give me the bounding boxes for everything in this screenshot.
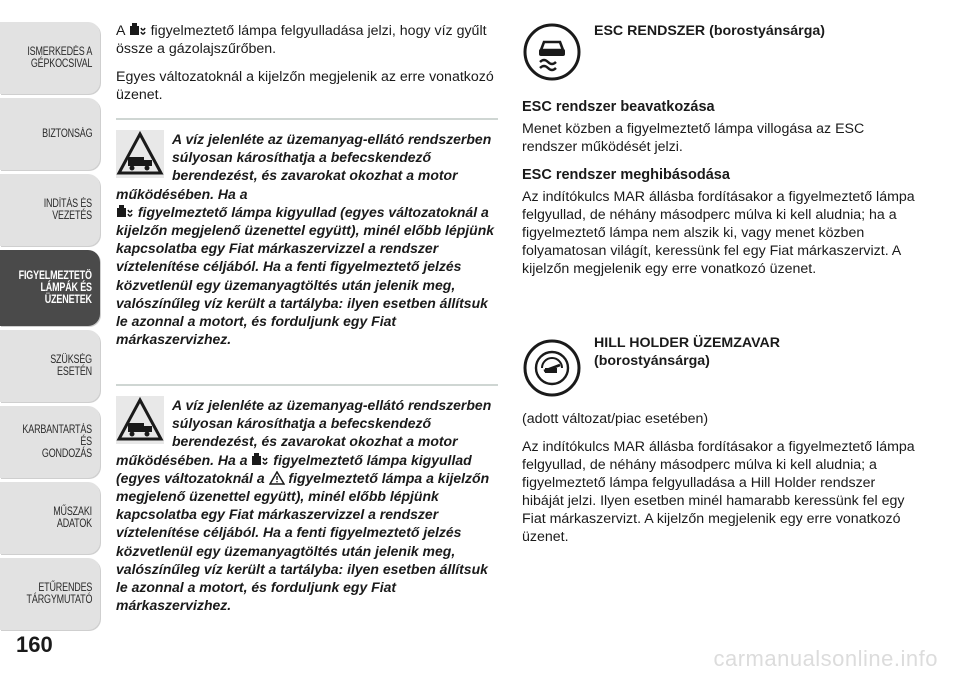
warning-box-1: A víz jelenléte az üzemanyag-ellátó rendszerben súlyosan károsíthatja a befecskendező berendezést, és zavarokat okozhat a motor működésében. Ha a figyelmeztető lámpa kigyullad (egyes változatoknál a kijelzőn megjelenő üzenettel együtt), minél előbb lépjünk kapcsolatba egy Fiat márkaszervizzel a rendszer víztelenítése céljából. Ha a fenti figyelmeztető jelzés közvetlenül egy üzemanyagtöltés után jelenik meg, valószínűleg víz került a tartályba: ilyen esetben állítsuk le azonnal a motort, és forduljunk egy Fiat márkaszervizhez. (116, 131, 495, 348)
general-warning-icon (269, 471, 285, 485)
tab-inditas[interactable]: INDÍTÁS ÉS VEZETÉS (0, 174, 100, 246)
esc-icon (522, 22, 582, 82)
divider (116, 384, 498, 386)
page-number: 160 (16, 632, 53, 657)
tab-szukseg[interactable]: SZÜKSÉG ESETÉN (0, 330, 100, 402)
esc-failure-heading: ESC rendszer meghibásodása (522, 167, 730, 183)
right-column-hill (522, 410, 917, 556)
warning-box-2: A víz jelenléte az üzemanyag-ellátó rendszerben súlyosan károsíthatja a befecskendező berendezést, és zavarokat okozhat a motor működésében. Ha a figyelmeztető lámpa kigyullad (egyes változatoknál a figyelmeztető lámpa a kijelzőn megjelenő üzenettel együtt), minél előbb lépjünk kapcsolatba egy Fiat márkaszervizzel a rendszer víztelenítése céljából. Ha a fenti figyelmeztető jelzés közvetlenül egy üzemanyagtöltés után jelenik meg, valószínűleg víz került a tartályba: ilyen esetben állítsuk le azonnal a motort, és forduljunk egy Fiat márkaszervizhez. (116, 397, 492, 614)
tab-biztonsag[interactable]: BIZTONSÁG (0, 98, 100, 170)
esc-intervention-heading: ESC rendszer beavatkozása (522, 99, 715, 115)
esc-failure-text: Az indítókulcs MAR állásba fordításakor a figyelmeztető lámpa felgyullad, de néhány másodperc múlva ki kell aludnia; ha a figyelmeztető lámpa nem alszik ki, vagy menet közben folyamatosan világít, keressünk fel egy Fiat márkaszervizt. A kijelzőn megjelenik egy erre vonatkozó üzenet. (522, 189, 915, 277)
display-message-paragraph: Egyes változatoknál a kijelzőn megjelenik az erre vonatkozó üzenet. (116, 69, 494, 103)
hill-text: Az indítókulcs MAR állásba fordításakor a figyelmeztető lámpa felgyullad, de néhány másodperc múlva ki kell aludnia; a figyelmeztető lámpa felgyulladása a Hill Holder rendszer hibáját jelzi. Ilyen esetben minél hamarabb keressünk fel egy Fiat márkaszervizt. A kijelzőn megjelenik egy erre vonatkozó üzenet. (522, 439, 915, 545)
divider (116, 118, 498, 120)
right-column-esc (522, 98, 917, 288)
tab-figyelmezteto[interactable]: FIGYELMEZTETŐ LÁMPÁK ÉS ÜZENETEK (0, 250, 100, 326)
tab-ismerkedes[interactable]: ISMERKEDÉS A GÉPKOCSIVAL (0, 22, 100, 94)
esc-title: ESC RENDSZER (borostyánsárga) (594, 23, 825, 39)
esc-intervention-text: Menet közben a figyelmeztető lámpa villogása az ESC rendszer működését jelzi. (522, 121, 865, 155)
watermark: carmanualsonline.info (713, 646, 938, 671)
tab-targymutato[interactable]: ETŰRENDES TÁRGYMUTATÓ (0, 558, 100, 630)
intro-paragraph: A figyelmeztető lámpa felgyulladása jelzi, hogy víz gyűlt össze a gázolajszűrőben. (116, 23, 487, 57)
hill-holder-icon (522, 338, 582, 398)
hill-availability: (adott változat/piac esetében) (522, 411, 709, 427)
tab-muszaki[interactable]: MŰSZAKI ADATOK (0, 482, 100, 554)
chapter-sidebar (0, 0, 104, 640)
water-in-fuel-icon (251, 453, 269, 467)
water-in-fuel-icon (129, 23, 147, 37)
hill-title: HILL HOLDER ÜZEMZAVAR (borostyánsárga) (594, 335, 781, 369)
left-column (116, 22, 498, 114)
water-in-fuel-icon (116, 205, 134, 219)
warning-car-icon (116, 130, 164, 178)
warning-car-icon (116, 396, 164, 444)
tab-karbantartas[interactable]: KARBANTARTÁS ÉS GONDOZÁS (0, 406, 100, 478)
